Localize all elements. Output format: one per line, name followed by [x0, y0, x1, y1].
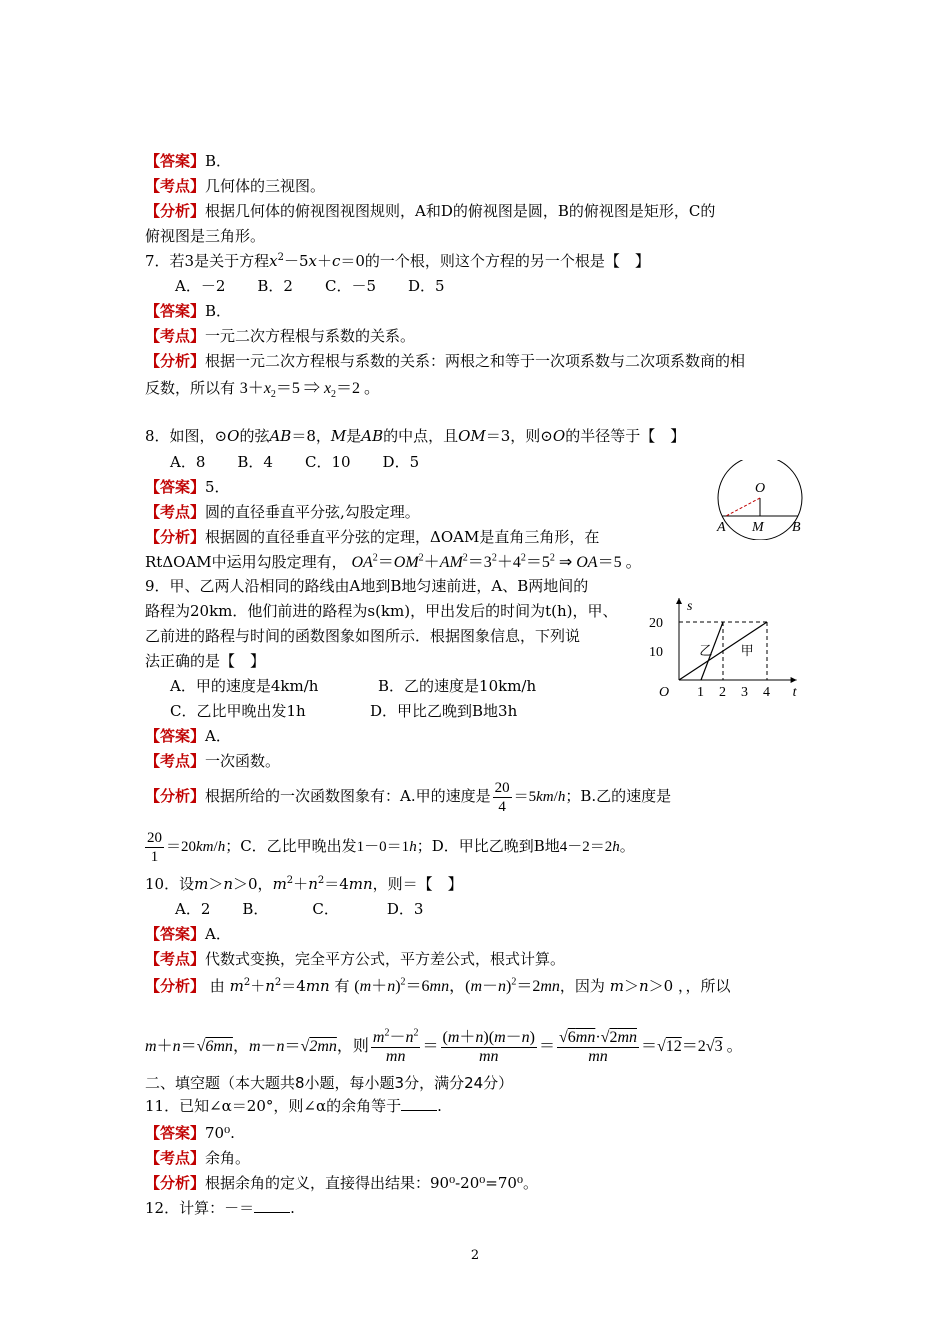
- q8-answer: 【答案】5．: [145, 478, 230, 496]
- q8-stem: 8．如图，⊙O的弦AB＝8，M是AB的中点，且OM＝3，则⊙O的半径等于【 】: [145, 427, 686, 445]
- q9-point: 【考点】一次函数。: [145, 752, 281, 770]
- q9-options-row1: [170, 675, 536, 697]
- x-tick-label: 1: [697, 685, 704, 700]
- q10-analysis-formula: m＋n＝√6mn，m－n＝√2mn，则 $\frac{m^2-n^2}{mn}$ ＝ $\frac{(m+n)(m-n)}{mn}$ ＝ $\frac{√6mn\cdot√2mn}{mn}$ ＝√12＝2√3 。: [145, 1027, 743, 1065]
- label-a: A: [717, 520, 726, 535]
- x-tick-label: 3: [741, 685, 748, 700]
- label-o: O: [755, 481, 766, 496]
- q9-stem-2: 路程为20km．他们前进的路程为s(km)，甲出发后的时间为t(h)，甲、: [145, 602, 618, 620]
- q10-stem: 10．设m＞n＞0，$m^2+n^2=4mn$，则＝【 】: [145, 875, 463, 893]
- x-axis-label: t: [792, 685, 797, 700]
- q7-option-a[interactable]: A．－2: [175, 277, 226, 295]
- q7-analysis: 【分析】根据一元二次方程根与系数的关系：两根之和等于一次项系数与二次项系数商的相: [145, 352, 746, 370]
- q6-analysis-cont: 俯视图是三角形。: [145, 227, 266, 245]
- origin-label: O: [659, 685, 670, 700]
- label-b: B: [792, 520, 801, 535]
- q9-stem-4: 法正确的是【 】: [145, 652, 266, 670]
- q9-option-c[interactable]: C．乙比甲晚出发1h: [170, 702, 306, 720]
- series-label-yi: 乙: [699, 643, 713, 658]
- q9-option-b[interactable]: B．乙的速度是10km/h: [378, 677, 537, 695]
- page-number: 2: [470, 1248, 480, 1263]
- q9-stem-1: 9．甲、乙两人沿相同的路线由A地到B地匀速前进，A、B两地间的: [145, 577, 589, 595]
- segment-oa: [726, 498, 760, 516]
- x-tick-label: 4: [763, 685, 770, 700]
- q8-formula: $OA^2=OM^2+AM^2=3^2+4^2=5^2$ ⇒ OA＝5 。: [351, 552, 642, 571]
- q11-answer: 【答案】70⁰.: [145, 1124, 235, 1142]
- q11-analysis: 【分析】根据余角的定义，直接得出结果：90⁰-20⁰=70⁰。: [145, 1174, 538, 1192]
- q8-point: 【考点】圆的直径垂直平分弦,勾股定理。: [145, 503, 420, 521]
- q8-analysis-cont: RtΔOAM中运用勾股定理有， $OA^2=OM^2+AM^2=3^2+4^2=5^2$ ⇒ OA＝5 。: [145, 552, 642, 571]
- q7-formula: $3+x_2=5$ ⇒ $x_2=2$ 。: [239, 380, 381, 401]
- q9-answer: 【答案】A．: [145, 727, 231, 745]
- label-m: M: [752, 520, 764, 535]
- q8-analysis: 【分析】根据圆的直径垂直平分弦的定理，ΔOAM是直角三角形，在: [145, 528, 600, 546]
- q12-stem: 12．计算：－＝ .: [145, 1199, 295, 1217]
- series-label-jia: 甲: [740, 643, 754, 658]
- q9-option-d[interactable]: D．甲比乙晚到B地3h: [370, 702, 518, 720]
- x-tick-label: 2: [719, 685, 726, 700]
- q8-option-d[interactable]: D．5: [382, 453, 420, 471]
- q9-analysis-cont: $\frac{20}{1}$ ＝20km/h；C．乙比甲晚出发1－0＝1h；D．甲比乙晚到B地4－2＝2h。: [147, 829, 635, 865]
- y-axis-arrow: [676, 598, 682, 604]
- q7-answer: 【答案】B．: [145, 302, 232, 320]
- q10-options: [175, 898, 455, 920]
- q10-option-d[interactable]: D．3: [386, 900, 424, 918]
- q7-point: 【考点】一元二次方程根与系数的关系。: [145, 327, 416, 345]
- q10-option-c[interactable]: C．: [312, 900, 339, 918]
- q7-analysis-cont: 反数，所以有 $3+x_2=5$ ⇒ $x_2=2$ 。: [145, 379, 381, 401]
- q6-point: 【考点】几何体的三视图。: [145, 177, 326, 195]
- y-tick-label: 10: [649, 645, 663, 660]
- q6-answer: 【答案】B．: [145, 152, 232, 170]
- q9-options-row2: [170, 700, 517, 722]
- q11-stem: 11．已知∠α＝20°，则∠α的余角等于 .: [145, 1097, 442, 1115]
- q12-blank[interactable]: [254, 1198, 290, 1213]
- q8-option-c[interactable]: C．10: [304, 453, 351, 471]
- q10-option-a[interactable]: A．2: [175, 900, 211, 918]
- distance-time-chart: [645, 592, 805, 704]
- circle-figure: [712, 460, 817, 540]
- y-axis-label: s: [687, 599, 693, 614]
- q7-stem: 7．若3是关于方程$x^2-5x+c=0$的一个根，则这个方程的另一个根是【 】: [145, 252, 650, 270]
- q9-option-a[interactable]: A．甲的速度是4km/h: [170, 677, 319, 695]
- q11-blank[interactable]: [401, 1096, 437, 1111]
- q8-option-a[interactable]: A．8: [170, 453, 206, 471]
- x-axis-arrow: [791, 677, 797, 683]
- q10-option-b[interactable]: B．: [242, 900, 269, 918]
- q7-option-c[interactable]: C．－5: [324, 277, 376, 295]
- q7-option-d[interactable]: D．5: [408, 277, 445, 295]
- q10-point: 【考点】代数式变换，完全平方公式，平方差公式，根式计算。: [145, 950, 566, 968]
- q9-stem-3: 乙前进的路程与时间的函数图象如图所示．根据图象信息，下列说: [145, 627, 581, 645]
- y-tick-label: 20: [649, 616, 663, 631]
- q9-analysis: 【分析】根据所给的一次函数图象有：A.甲的速度是 $\frac{20}{4}$ ＝5km/h；B.乙的速度是: [145, 779, 672, 815]
- q11-point: 【考点】余角。: [145, 1149, 251, 1167]
- section-fill-in-title: 二、填空题（本大题共8小题，每小题3分，满分24分）: [145, 1074, 514, 1092]
- q10-analysis: 【分析】 由 $m^2+n^2=4mn$ 有 $(m+n)^2=6mn$，$(m-n)^2=2mn$，因为 m＞n＞0 ，，所以: [145, 976, 731, 995]
- q7-option-b[interactable]: B．2: [257, 277, 293, 295]
- q6-analysis: 【分析】根据几何体的俯视图视图规则，A和D的俯视图是圆，B的俯视图是矩形，C的: [145, 202, 716, 220]
- q8-options: [170, 451, 451, 473]
- q8-option-b[interactable]: B．4: [237, 453, 273, 471]
- q10-answer: 【答案】A．: [145, 925, 231, 943]
- q7-options: [175, 275, 477, 297]
